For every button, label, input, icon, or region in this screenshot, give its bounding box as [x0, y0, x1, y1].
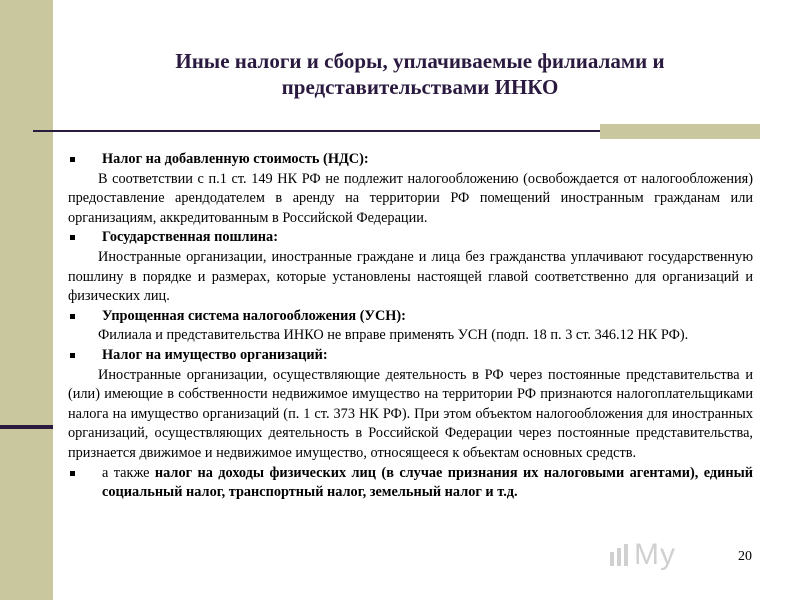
title-rule-accent — [600, 124, 760, 139]
watermark — [608, 538, 676, 572]
slide-title: Иные налоги и сборы, уплачиваемые филиалами и представительствами ИНКО — [175, 49, 665, 99]
slide-body — [68, 150, 753, 503]
watermark-text: My — [634, 538, 676, 571]
watermark-logo-icon — [608, 544, 630, 568]
bullet-heading-property-tax: Налог на имущество организаций: — [68, 346, 753, 366]
page-number: 20 — [738, 549, 752, 564]
paragraph-property-tax: Иностранные организации, осуществляющие деятельность в РФ через постоянные представительства и (или) имеющие в собственности недвижимое имущество на территории РФ признаются налогоплательщиками налога на имущество организаций (п. 1 ст. 373 НК РФ). При этом объектом налогообложения для иностранных организаций, осуществляющих деятельность в Российской Федерации через постоянные представительства, признается движимое и недвижимое имущество, относящееся к объектам основных средств. — [68, 366, 753, 461]
bullet-heading-vat: Налог на добавленную стоимость (НДС): — [68, 150, 753, 170]
left-decorative-band — [0, 0, 53, 600]
bullet-other-taxes — [68, 464, 753, 503]
other-taxes-list: налог на доходы физических лиц (в случае признания их налоговыми агентами), единый социальный налог, транспортный налог, земельный налог и т.д. — [102, 464, 753, 501]
bullet-heading-usn: Упрощенная система налогообложения (УСН): — [68, 307, 753, 327]
other-taxes-prefix: а также — [102, 464, 155, 481]
paragraph-vat: В соответствии с п.1 ст. 149 НК РФ не подлежит налогообложению (освобождается от налогообложения) предоставление арендодателем в аренду на территории РФ помещений иностранным гражданам или организациям, аккредитованным в Российской Федерации. — [68, 170, 753, 226]
paragraph-state-duty: Иностранные организации, иностранные граждане и лица без гражданства уплачивают государственную пошлину в порядке и размерах, которые установлены настоящей главой соответственно для организаций и физических лиц. — [68, 248, 753, 305]
paragraph-usn: Филиала и представительства ИНКО не вправе применять УСН (подп. 18 п. 3 ст. 346.12 НК РФ). — [98, 327, 689, 344]
bullet-heading-state-duty: Государственная пошлина: — [68, 228, 753, 248]
left-band-divider — [0, 425, 53, 429]
title-rule — [33, 130, 600, 132]
